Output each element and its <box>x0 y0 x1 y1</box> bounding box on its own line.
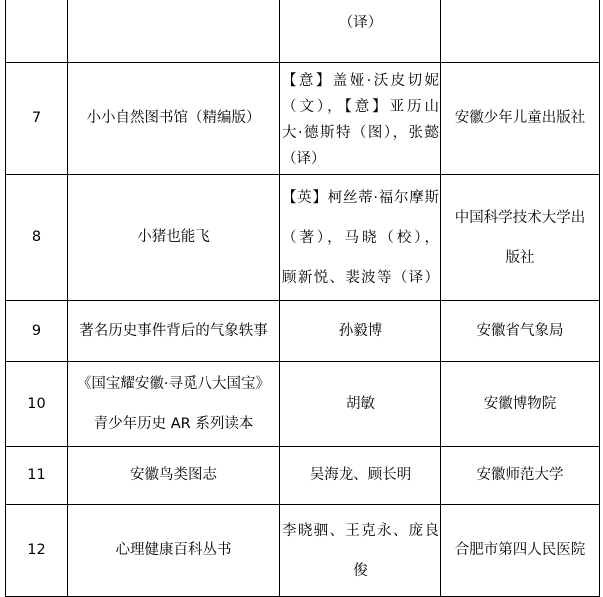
author-line: 大·德斯特（图），张懿 <box>282 124 439 141</box>
publisher-line: 中国科学技术大学出 <box>454 209 586 226</box>
row-number <box>6 0 68 63</box>
table-row <box>6 447 600 505</box>
author-line: （译） <box>282 150 326 167</box>
book-publisher <box>441 505 600 597</box>
book-author <box>280 505 441 597</box>
row-number: 12 <box>6 505 68 597</box>
title-line: 著名历史事件背后的气象轶事 <box>79 322 268 339</box>
book-list-table <box>5 0 600 597</box>
table-row <box>6 175 600 301</box>
author-line: 顾新悦、裴波等（译） <box>282 269 439 286</box>
publisher-line: 安徽师范大学 <box>476 467 564 483</box>
row-number: 8 <box>6 175 68 301</box>
book-title <box>68 505 280 597</box>
book-author <box>280 301 441 362</box>
row-number: 9 <box>6 301 68 362</box>
table-row <box>6 301 600 362</box>
author-line: 李晓驷、王克永、庞良 <box>282 522 439 539</box>
book-title <box>68 301 280 362</box>
title-line: 青少年历史 AR 系列读本 <box>93 416 254 432</box>
author-line: 【英】柯丝蒂·福尔摩斯 <box>282 189 439 206</box>
title-line: 《国宝耀安徽·寻觅八大国宝》 <box>76 376 271 392</box>
row-number: 7 <box>6 63 68 175</box>
publisher-line: 安徽博物院 <box>483 395 557 412</box>
author-line: 胡敏 <box>346 395 375 412</box>
book-publisher <box>441 63 600 175</box>
author-line: 孙毅博 <box>338 322 383 339</box>
book-author <box>280 63 441 175</box>
table-row <box>6 505 600 597</box>
book-publisher <box>441 447 600 505</box>
publisher-line: 版社 <box>505 249 535 266</box>
title-line: 心理健康百科丛书 <box>115 542 232 558</box>
book-publisher <box>441 301 600 362</box>
publisher-line: 安徽省气象局 <box>476 322 564 339</box>
table-row <box>6 63 600 175</box>
publisher-line: 合肥市第四人民医院 <box>454 542 586 558</box>
publisher-line: 安徽少年儿童出版社 <box>454 110 586 126</box>
row-number: 11 <box>6 447 68 505</box>
author-line: 俊 <box>353 562 368 579</box>
book-author <box>280 0 441 63</box>
book-author <box>280 447 441 505</box>
author-line: 【意】盖娅·沃皮切妮 <box>282 72 439 89</box>
author-line: （著），马晓（校）， <box>282 229 439 246</box>
table-row <box>6 0 600 63</box>
book-publisher <box>441 175 600 301</box>
book-author <box>280 362 441 447</box>
title-line: 小小自然图书馆（精编版） <box>86 110 261 126</box>
book-title <box>68 175 280 301</box>
author-line: 吴海龙、顾长明 <box>309 467 412 483</box>
title-line: 小猪也能飞 <box>137 229 210 245</box>
table-row <box>6 362 600 447</box>
author-line: （文），【意】亚历山 <box>282 98 439 115</box>
book-publisher <box>441 0 600 63</box>
book-title <box>68 63 280 175</box>
book-author <box>280 175 441 301</box>
title-line: 安徽鸟类图志 <box>130 467 217 483</box>
book-title <box>68 447 280 505</box>
row-number: 10 <box>6 362 68 447</box>
book-title <box>68 362 280 447</box>
author-line: （译） <box>338 15 383 31</box>
book-title <box>68 0 280 63</box>
book-publisher <box>441 362 600 447</box>
